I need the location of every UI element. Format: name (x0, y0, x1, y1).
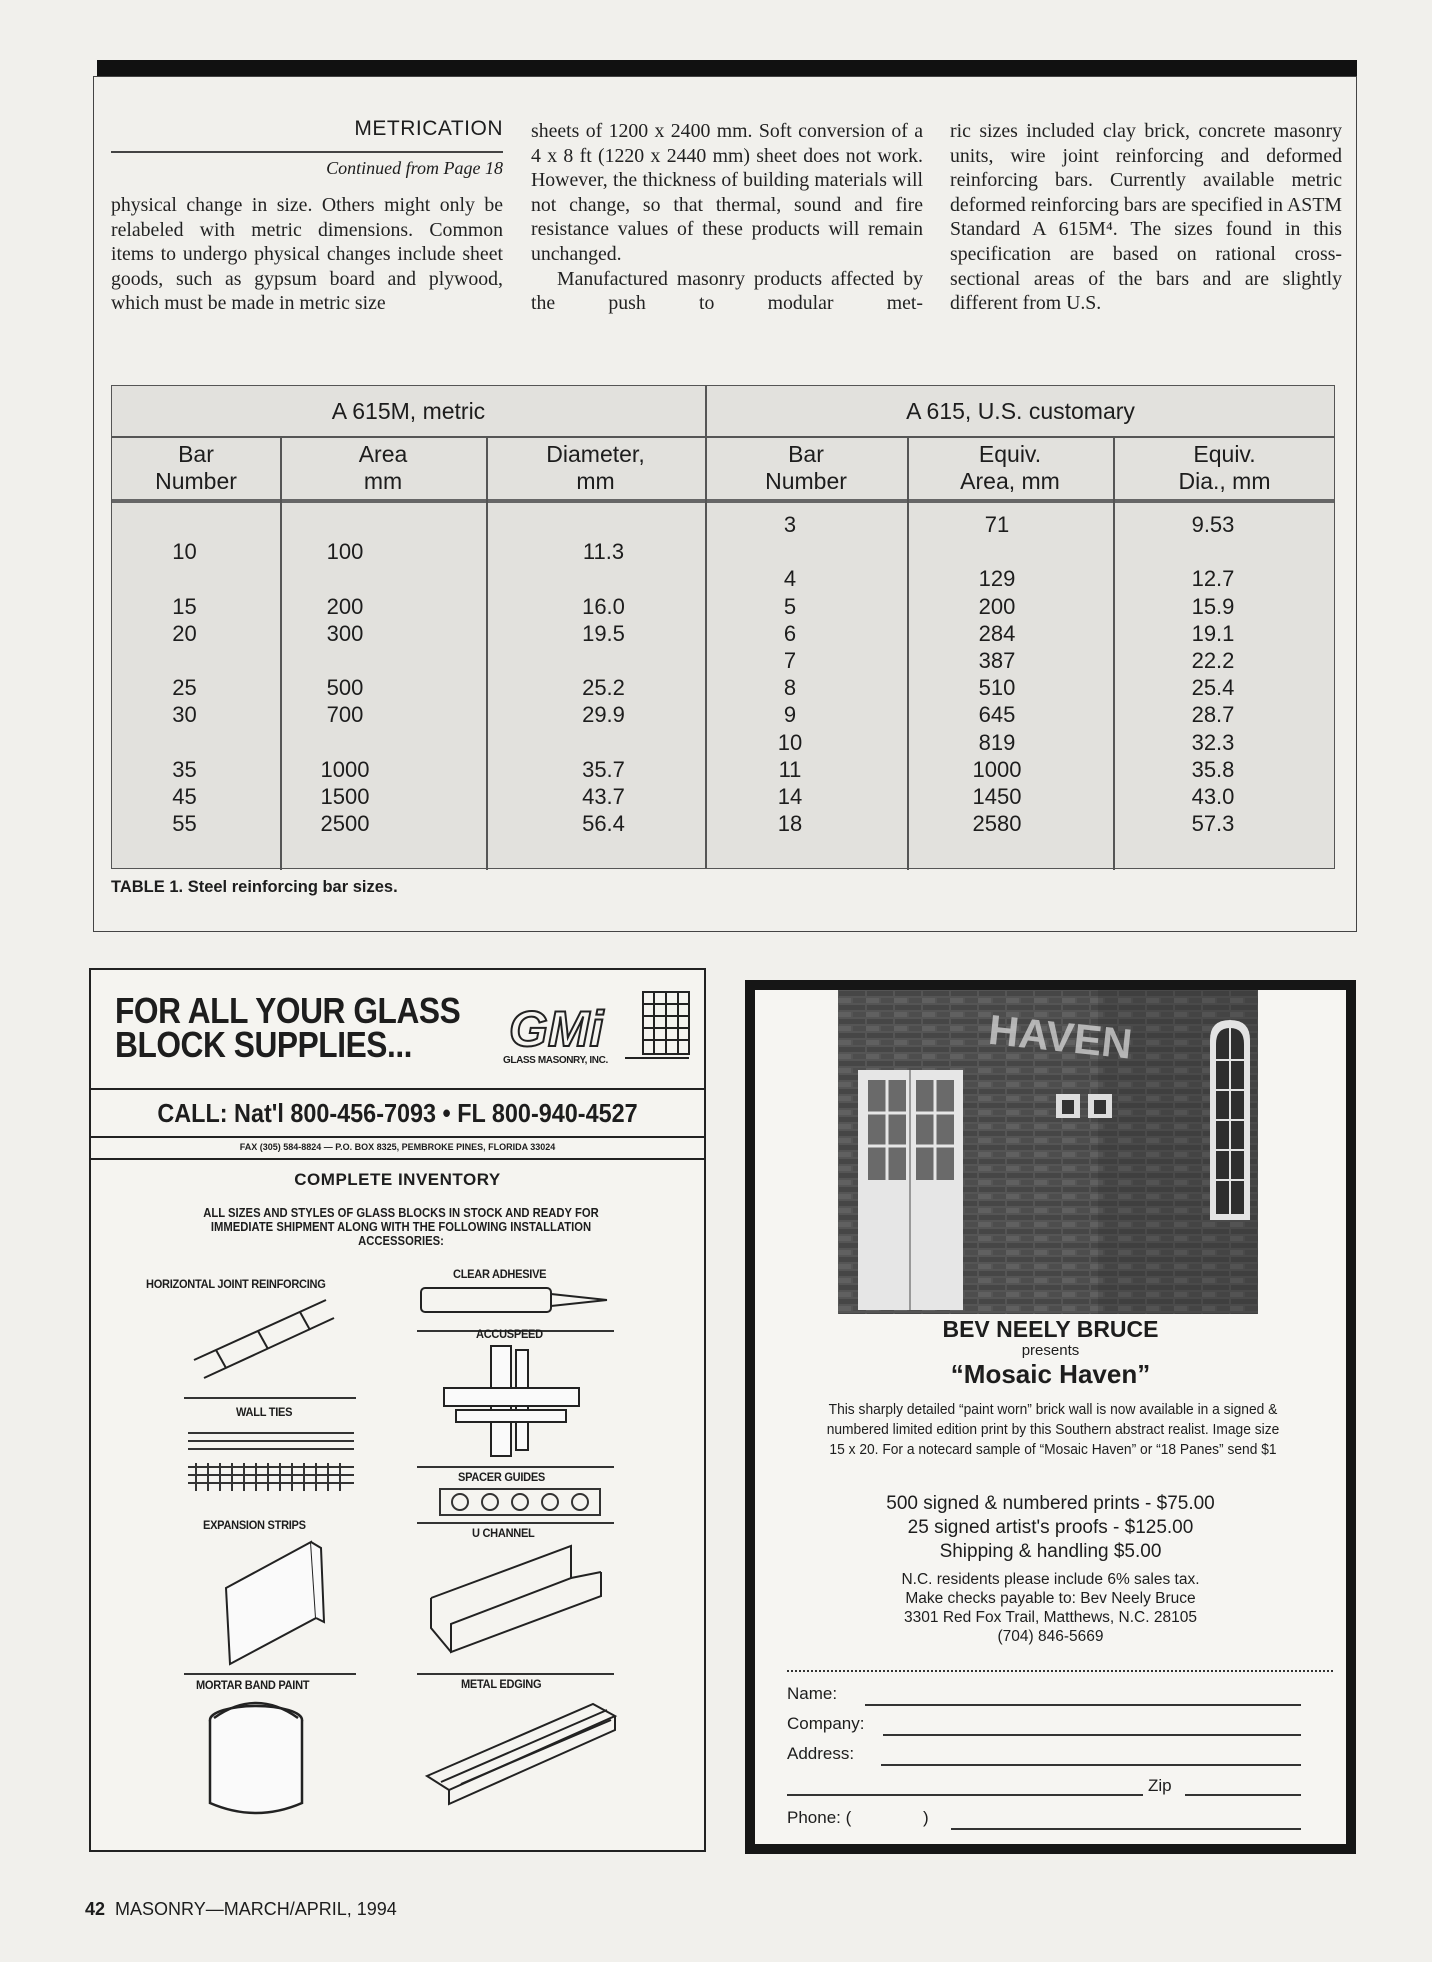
svg-text:GMi: GMi (509, 1001, 604, 1057)
table-column-metric-dia (486, 511, 721, 837)
table-cell (112, 565, 257, 592)
table-cell (486, 565, 721, 592)
table-cell: 25.2 (582, 675, 625, 701)
table-cell: 200 (326, 593, 364, 619)
table-cell: 510 (978, 675, 1016, 701)
table-cell (486, 511, 721, 538)
price-list: 500 signed & numbered prints - $75.00 25 signed artist's proofs - $125.00 Shipping & handling $5.00 (886, 1493, 1215, 1562)
table-cell: 9 (783, 702, 797, 728)
article-paragraph: Manufactured masonry products affected by the push to modular met- (531, 267, 923, 315)
table-header-metric-bar: Bar Number (155, 440, 237, 494)
table-cell: 5 (783, 593, 797, 619)
article-column-2 (531, 119, 923, 316)
form-address-line2[interactable] (787, 1794, 1143, 1796)
accessory-label: SPACER GUIDES (458, 1470, 545, 1484)
section-rule (111, 151, 503, 153)
print-title: “Mosaic Haven” (950, 1359, 1151, 1389)
artist-name: BEV NEELY BRUCE (942, 1316, 1159, 1342)
table-cell: 15.9 (1191, 593, 1235, 619)
accessory-rule (417, 1522, 614, 1524)
table-group-metric: A 615M, metric (331, 397, 486, 424)
table-cell (280, 511, 410, 538)
table-cell: 25 (172, 675, 197, 701)
table-cell (907, 538, 1087, 565)
table-cell: 387 (978, 647, 1016, 673)
table-cell: 11.3 (582, 539, 625, 565)
form-name-label: Name: (787, 1684, 838, 1703)
table-cell: 819 (978, 729, 1016, 755)
adhesive-tube-drawing (417, 1280, 617, 1320)
table-cell: 4 (783, 566, 797, 592)
u-channel-drawing (421, 1538, 611, 1663)
accessory-rule (184, 1397, 356, 1399)
table-cell: 28.7 (1191, 702, 1235, 728)
gmi-fax-address: FAX (305) 584-8824 — P.O. BOX 8325, PEMBROKE PINES, FLORIDA 33024 (239, 1142, 556, 1152)
table-column-metric-area (280, 511, 410, 837)
table-rule (112, 499, 1334, 503)
table-cell: 15 (172, 593, 197, 619)
form-phone-field[interactable] (951, 1828, 1301, 1830)
mosaic-haven-advertisement (745, 980, 1356, 1854)
arched-window-drawing (1210, 1020, 1250, 1220)
table-cell: 45 (172, 783, 197, 809)
accessory-label: METAL EDGING (461, 1677, 542, 1691)
article-paragraph: sheets of 1200 x 2400 mm. Soft conversion of a 4 x 8 ft (1220 x 2440 mm) sheet does not work. However, the thickness of building materials will not change, so that thermal, sound and fire resistance values of these products will remain unchanged. (531, 120, 923, 265)
form-address-label: Address: (787, 1744, 855, 1763)
accessory-rule (417, 1673, 614, 1675)
section-title: METRICATION (354, 117, 503, 140)
table-cell: 700 (326, 702, 364, 728)
form-name-field[interactable] (865, 1704, 1301, 1706)
accessory-rule (417, 1466, 614, 1468)
table-group-us: A 615, U.S. customary (906, 397, 1135, 424)
table-cell: 645 (978, 702, 1016, 728)
paint-can-drawing (196, 1698, 316, 1823)
gmi-description: ALL SIZES AND STYLES OF GLASS BLOCKS IN STOCK AND READY FOR IMMEDIATE SHIPMENT ALONG WITH THE FOLLOWING INSTALLATION ACCESSORIES: (203, 1206, 599, 1248)
table-column-us-area (907, 511, 1087, 837)
form-zip-label: Zip (1148, 1776, 1172, 1795)
order-info: N.C. residents please include 6% sales tax. Make checks payable to: Bev Neely Bruce 3301 Red Fox Trail, Matthews, N.C. 28105 (704) 846-5669 (901, 1571, 1200, 1645)
table-cell: 8 (783, 675, 797, 701)
table-cell: 7 (783, 647, 797, 673)
table-column-us-dia (1113, 511, 1313, 837)
accessory-label: U CHANNEL (472, 1526, 535, 1540)
table-header-us-area: Equiv. Area, mm (960, 440, 1060, 494)
table-rule (112, 436, 1334, 438)
accessory-label: MORTAR BAND PAINT (196, 1678, 310, 1692)
ad-rule (91, 1158, 704, 1160)
table-cell: 200 (978, 593, 1016, 619)
gmi-advertisement (89, 968, 706, 1852)
form-company-label: Company: (787, 1714, 865, 1733)
table-cell (486, 729, 721, 756)
spacer-guides-drawing (436, 1485, 606, 1520)
table-header-metric-dia: Diameter, mm (546, 440, 645, 494)
joint-reinforcing-drawing (186, 1290, 336, 1390)
table-cell: 3 (783, 512, 797, 537)
table-cell: 2580 (972, 811, 1022, 837)
ad-rule (91, 1088, 704, 1090)
table-cell: 22.2 (1191, 647, 1235, 673)
table-header-us-dia: Equiv. Dia., mm (1178, 440, 1271, 494)
table-column-metric-bar (112, 511, 257, 837)
table-cell: 300 (326, 620, 364, 646)
brick-wall-photo (838, 990, 1258, 1314)
table-header-us-bar: Bar Number (765, 440, 847, 494)
wall-ties-drawing (186, 1425, 356, 1495)
table-cell: 32.3 (1191, 729, 1235, 755)
table-cell: 18 (777, 811, 803, 837)
table-cell: 16.0 (582, 593, 625, 619)
article-column-1 (111, 193, 503, 316)
form-phone-label: Phone: ( (787, 1808, 852, 1827)
table-cell: 43.0 (1191, 783, 1235, 809)
table-cell (280, 647, 410, 674)
table-cell: 19.5 (582, 620, 625, 646)
table-cell: 2500 (320, 811, 370, 837)
article-column-3 (950, 119, 1342, 316)
continued-note: Continued from Page 18 (326, 158, 503, 178)
accessory-label: ACCUSPEED (476, 1327, 543, 1341)
article-paragraph: physical change in size. Others might only be relabeled with metric dimensions. Common items to undergo physical changes include sheet goods, such as gypsum board and plywood, which must be made in metric size (111, 194, 503, 315)
accessory-label: CLEAR ADHESIVE (453, 1267, 547, 1281)
table-cell: 1000 (320, 756, 370, 782)
table-cell: 35 (172, 756, 197, 782)
table-cell (1113, 538, 1313, 565)
table-cell: 56.4 (582, 811, 625, 837)
page-number: 42 (85, 1899, 106, 1919)
table-cell: 71 (984, 512, 1010, 537)
door-drawing (858, 1070, 963, 1310)
table-cell: 1000 (972, 756, 1022, 782)
expansion-strip-drawing (216, 1538, 326, 1668)
table-cell: 30 (172, 702, 197, 728)
table-cell: 43.7 (582, 783, 625, 809)
accessory-label: WALL TIES (236, 1405, 293, 1419)
top-rule (97, 60, 1357, 76)
table-cell: 35.7 (582, 756, 625, 782)
table-cell: 55 (172, 811, 197, 837)
table-cell (280, 565, 410, 592)
table-cell: 6 (783, 620, 797, 646)
table-cell (705, 538, 875, 565)
gmi-phone: CALL: Nat'l 800-456-7093 • FL 800-940-4527 (157, 1098, 638, 1128)
table-cell: 1450 (972, 783, 1022, 809)
table-cell: 19.1 (1191, 620, 1235, 646)
accuspeed-drawing (436, 1340, 586, 1460)
table-column-us-bar (705, 511, 875, 837)
article-paragraph: ric sizes included clay brick, concrete masonry units, wire joint reinforcing and deformed reinforcing bars. Currently available metric deformed reinforcing bars are specified in ASTM Standard A 615M⁴. The sizes found in this specification are based on rational cross-sectional areas of the bars and are slightly different from U.S. (950, 120, 1342, 315)
table-cell (280, 729, 410, 756)
table-cell: 29.9 (582, 702, 625, 728)
presents-text: presents (1021, 1342, 1080, 1359)
metal-edging-drawing (421, 1690, 621, 1810)
table-cell: 500 (326, 675, 364, 701)
rebar-table (111, 385, 1335, 869)
table-cell: 10 (777, 729, 803, 755)
form-zip-field[interactable] (1185, 1794, 1301, 1796)
table-cell: 20 (172, 620, 197, 646)
table-cell: 9.53 (1191, 512, 1235, 537)
table-cell: 35.8 (1191, 756, 1235, 782)
accessory-label: HORIZONTAL JOINT REINFORCING (146, 1277, 326, 1291)
ad-rule (91, 1136, 704, 1138)
print-description: This sharply detailed “paint worn” brick wall is now available in a signed & numbered limited edition print by this Southern abstract realist. Image size 15 x 20. For a notecard sample of “Mosaic Haven” or “18 Panes” send $1 (826, 1401, 1280, 1458)
table-cell (486, 647, 721, 674)
table-cell: 11 (778, 756, 802, 782)
gmi-company-name: GLASS MASONRY, INC. (503, 1055, 608, 1066)
accessory-label: EXPANSION STRIPS (203, 1518, 306, 1532)
table-header-metric-area: Area mm (358, 440, 408, 494)
table-cell (112, 729, 257, 756)
table-cell (112, 647, 257, 674)
form-company-field[interactable] (883, 1734, 1301, 1736)
table-cell: 1500 (320, 783, 370, 809)
table-cell: 57.3 (1191, 811, 1235, 837)
magazine-issue: MASONRY—MARCH/APRIL, 1994 (115, 1899, 397, 1919)
table-cell: 100 (326, 539, 364, 565)
table-cell (112, 511, 257, 538)
svg-text:HAVEN: HAVEN (986, 1005, 1135, 1068)
table-cell: 129 (978, 566, 1016, 592)
table-cell: 14 (777, 783, 803, 809)
table-cell: 25.4 (1191, 675, 1235, 701)
table-cell: 12.7 (1191, 566, 1235, 592)
cut-line (787, 1670, 1333, 1672)
accessory-rule (184, 1673, 356, 1675)
table-cell: 10 (172, 539, 197, 565)
gmi-inventory-heading: COMPLETE INVENTORY (294, 1170, 501, 1189)
table-cell: 284 (978, 620, 1016, 646)
form-phone-paren: ) (923, 1808, 929, 1827)
table-caption: TABLE 1. Steel reinforcing bar sizes. (111, 878, 398, 896)
form-address-field[interactable] (881, 1764, 1301, 1766)
page-footer (85, 1899, 397, 1920)
gmi-headline: FOR ALL YOUR GLASS BLOCK SUPPLIES... (115, 990, 461, 1065)
